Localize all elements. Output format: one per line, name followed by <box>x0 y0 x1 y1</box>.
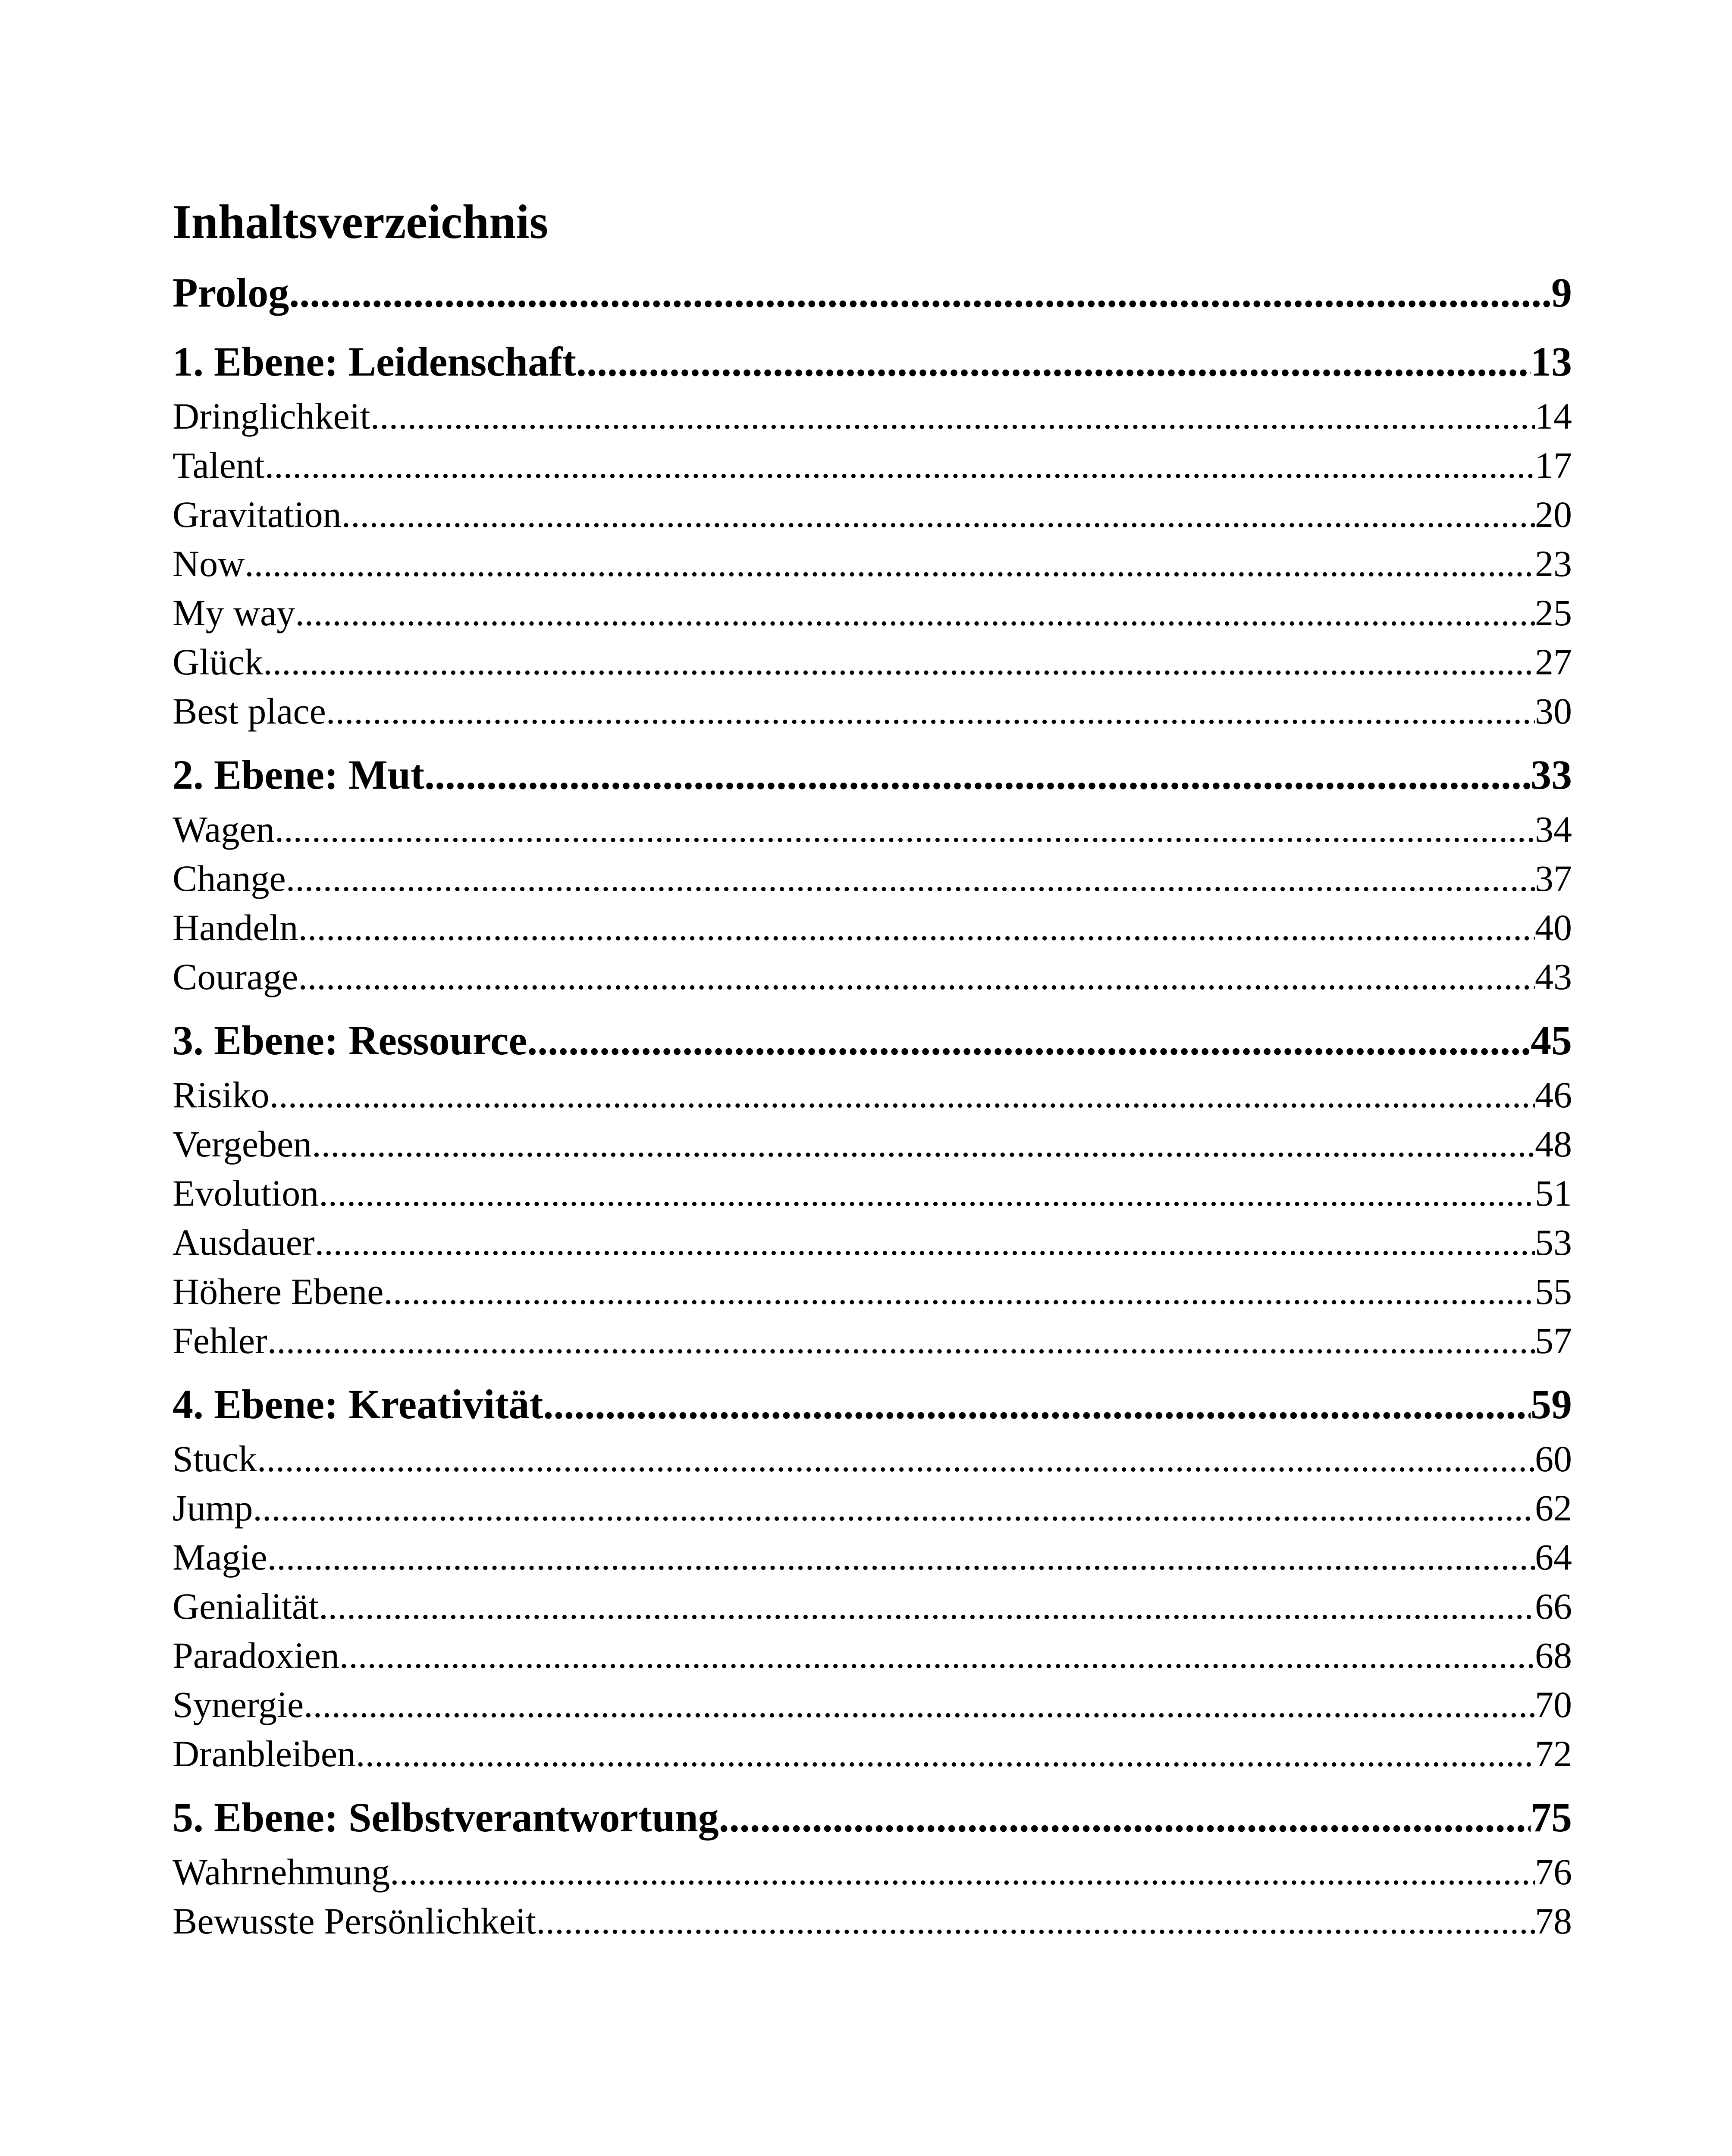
toc-page-number: 25 <box>1535 592 1572 633</box>
toc-entry-title: My way <box>173 592 295 633</box>
toc-page-number: 62 <box>1535 1487 1572 1529</box>
toc-page-number: 40 <box>1535 907 1572 948</box>
dot-leader <box>356 1729 1535 1778</box>
toc-entry-title: Gravitation <box>173 494 342 535</box>
toc-chapter-row[interactable] <box>173 1011 1572 1070</box>
toc-subentry-row[interactable] <box>173 588 1572 637</box>
toc-subentry-row[interactable] <box>173 1582 1572 1631</box>
toc-subentry-row[interactable] <box>173 1483 1572 1532</box>
toc-entry-title: Wahrnehmung <box>173 1851 390 1893</box>
toc-subentry-row[interactable] <box>173 1532 1572 1582</box>
toc-entry-title: Wagen <box>173 808 275 850</box>
dot-leader <box>527 1011 1531 1070</box>
toc-entry-title: Prolog <box>173 270 289 316</box>
dot-leader <box>326 686 1535 736</box>
toc-page-number: 51 <box>1535 1172 1572 1214</box>
toc-entry-title: Bewusste Persönlichkeit <box>173 1900 537 1942</box>
toc-entry-title: Synergie <box>173 1684 304 1725</box>
toc-entry-title: Ausdauer <box>173 1222 315 1263</box>
dot-leader <box>263 637 1535 686</box>
toc-entry-title: Jump <box>173 1487 253 1529</box>
toc-entry-title: Courage <box>173 956 298 997</box>
toc-chapter-row[interactable] <box>173 1375 1572 1434</box>
toc-page-number: 48 <box>1535 1123 1572 1165</box>
dot-leader <box>245 539 1535 588</box>
toc-subentry-row[interactable] <box>173 1729 1572 1778</box>
toc-entry-title: 4. Ebene: Kreativität <box>173 1381 543 1427</box>
toc-section <box>173 1788 1572 1946</box>
toc-page-number: 76 <box>1535 1851 1572 1893</box>
toc-subentry-row[interactable] <box>173 952 1572 1001</box>
dot-leader <box>536 1896 1535 1946</box>
toc-section <box>173 263 1572 323</box>
toc-page-number: 53 <box>1535 1222 1572 1263</box>
toc-page-number: 30 <box>1535 690 1572 732</box>
toc-subentry-row[interactable] <box>173 854 1572 903</box>
toc-section <box>173 332 1572 736</box>
dot-leader <box>315 1218 1535 1267</box>
toc-entry-title: Paradoxien <box>173 1635 339 1676</box>
dot-leader <box>576 332 1531 392</box>
toc-entry-title: 1. Ebene: Leidenschaft <box>173 338 576 385</box>
toc-subentry-row[interactable] <box>173 392 1572 441</box>
toc-entry-title: Glück <box>173 641 264 683</box>
toc-entry-title: Fehler <box>173 1320 267 1361</box>
toc-page-number: 66 <box>1535 1586 1572 1627</box>
dot-leader <box>267 1532 1535 1582</box>
toc-heading: Inhaltsverzeichnis <box>173 195 549 249</box>
toc-subentry-row[interactable] <box>173 1316 1572 1365</box>
toc-subentry-row[interactable] <box>173 1070 1572 1119</box>
toc-page-number: 14 <box>1535 395 1572 437</box>
toc-page-number: 45 <box>1531 1017 1572 1063</box>
dot-leader <box>253 1483 1535 1532</box>
toc-page-number: 68 <box>1535 1635 1572 1676</box>
toc-page-number: 46 <box>1535 1074 1572 1116</box>
toc-entry-title: Best place <box>173 690 326 732</box>
toc-subentry-row[interactable] <box>173 903 1572 952</box>
dot-leader <box>295 588 1535 637</box>
toc-page-number: 9 <box>1551 270 1572 316</box>
toc-entry-title: Dringlichkeit <box>173 395 370 437</box>
toc-page-number: 33 <box>1531 752 1572 798</box>
toc-subentry-row[interactable] <box>173 1267 1572 1316</box>
toc-section <box>173 745 1572 1001</box>
toc-page-number: 43 <box>1535 956 1572 997</box>
toc-subentry-row[interactable] <box>173 1218 1572 1267</box>
dot-leader <box>342 490 1535 539</box>
toc-page-number: 60 <box>1535 1438 1572 1479</box>
toc-entry-title: Genialität <box>173 1586 319 1627</box>
dot-leader <box>719 1788 1531 1847</box>
dot-leader <box>319 1582 1535 1631</box>
dot-leader <box>312 1119 1535 1169</box>
toc-page-number: 72 <box>1535 1733 1572 1774</box>
toc-subentry-row[interactable] <box>173 637 1572 686</box>
dot-leader <box>265 441 1535 490</box>
toc-entry-title: Change <box>173 858 286 899</box>
toc-entry-title: 2. Ebene: Mut <box>173 752 424 798</box>
dot-leader <box>257 1434 1535 1483</box>
toc-entry-title: Risiko <box>173 1074 270 1116</box>
dot-leader <box>370 392 1535 441</box>
toc-entry-title: 5. Ebene: Selbstverantwortung <box>173 1794 719 1840</box>
toc-subentry-row[interactable] <box>173 1119 1572 1169</box>
toc-page-number: 13 <box>1531 338 1572 385</box>
dot-leader <box>383 1267 1535 1316</box>
toc-page-number: 59 <box>1531 1381 1572 1427</box>
dot-leader <box>304 1680 1535 1729</box>
toc-page-number: 37 <box>1535 858 1572 899</box>
toc-chapter-row[interactable] <box>173 745 1572 805</box>
toc-entry-title: Höhere Ebene <box>173 1271 384 1312</box>
dot-leader <box>289 263 1551 323</box>
toc-subentry-row[interactable] <box>173 805 1572 854</box>
toc-list <box>173 263 1572 1946</box>
toc-page-number: 70 <box>1535 1684 1572 1725</box>
dot-leader <box>339 1631 1535 1680</box>
toc-page-number: 23 <box>1535 543 1572 584</box>
dot-leader <box>319 1169 1535 1218</box>
toc-entry-title: Evolution <box>173 1172 319 1214</box>
toc-subentry-row[interactable] <box>173 490 1572 539</box>
toc-chapter-row[interactable] <box>173 1788 1572 1847</box>
toc-subentry-row[interactable] <box>173 686 1572 736</box>
toc-page-number: 20 <box>1535 494 1572 535</box>
toc-section <box>173 1011 1572 1365</box>
toc-page-number: 55 <box>1535 1271 1572 1312</box>
dot-leader <box>270 1070 1535 1119</box>
toc-chapter-row[interactable] <box>173 332 1572 392</box>
toc-subentry-row[interactable] <box>173 441 1572 490</box>
toc-subentry-row[interactable] <box>173 1847 1572 1896</box>
toc-subentry-row[interactable] <box>173 539 1572 588</box>
toc-subentry-row[interactable] <box>173 1434 1572 1483</box>
toc-page-number: 34 <box>1535 808 1572 850</box>
dot-leader <box>298 903 1535 952</box>
toc-subentry-row[interactable] <box>173 1896 1572 1946</box>
toc-page-number: 75 <box>1531 1794 1572 1840</box>
toc-subentry-row[interactable] <box>173 1169 1572 1218</box>
toc-page-number: 27 <box>1535 641 1572 683</box>
toc-entry-title: 3. Ebene: Ressource <box>173 1017 527 1063</box>
toc-entry-title: Magie <box>173 1536 267 1578</box>
toc-entry-title: Handeln <box>173 907 298 948</box>
dot-leader <box>275 805 1535 854</box>
toc-subentry-row[interactable] <box>173 1680 1572 1729</box>
dot-leader <box>543 1375 1531 1434</box>
toc-page-number: 78 <box>1535 1900 1572 1942</box>
toc-section <box>173 1375 1572 1778</box>
toc-entry-title: Now <box>173 543 245 584</box>
dot-leader <box>298 952 1535 1001</box>
toc-entry-title: Stuck <box>173 1438 257 1479</box>
toc-page <box>173 190 1572 1955</box>
toc-chapter-row[interactable] <box>173 263 1572 323</box>
toc-page-number: 57 <box>1535 1320 1572 1361</box>
toc-page-number: 64 <box>1535 1536 1572 1578</box>
toc-entry-title: Vergeben <box>173 1123 312 1165</box>
dot-leader <box>267 1316 1535 1365</box>
toc-page-number: 17 <box>1535 445 1572 486</box>
toc-subentry-row[interactable] <box>173 1631 1572 1680</box>
toc-entry-title: Talent <box>173 445 265 486</box>
dot-leader <box>424 745 1531 805</box>
dot-leader <box>286 854 1535 903</box>
dot-leader <box>390 1847 1535 1896</box>
toc-entry-title: Dranbleiben <box>173 1733 356 1774</box>
